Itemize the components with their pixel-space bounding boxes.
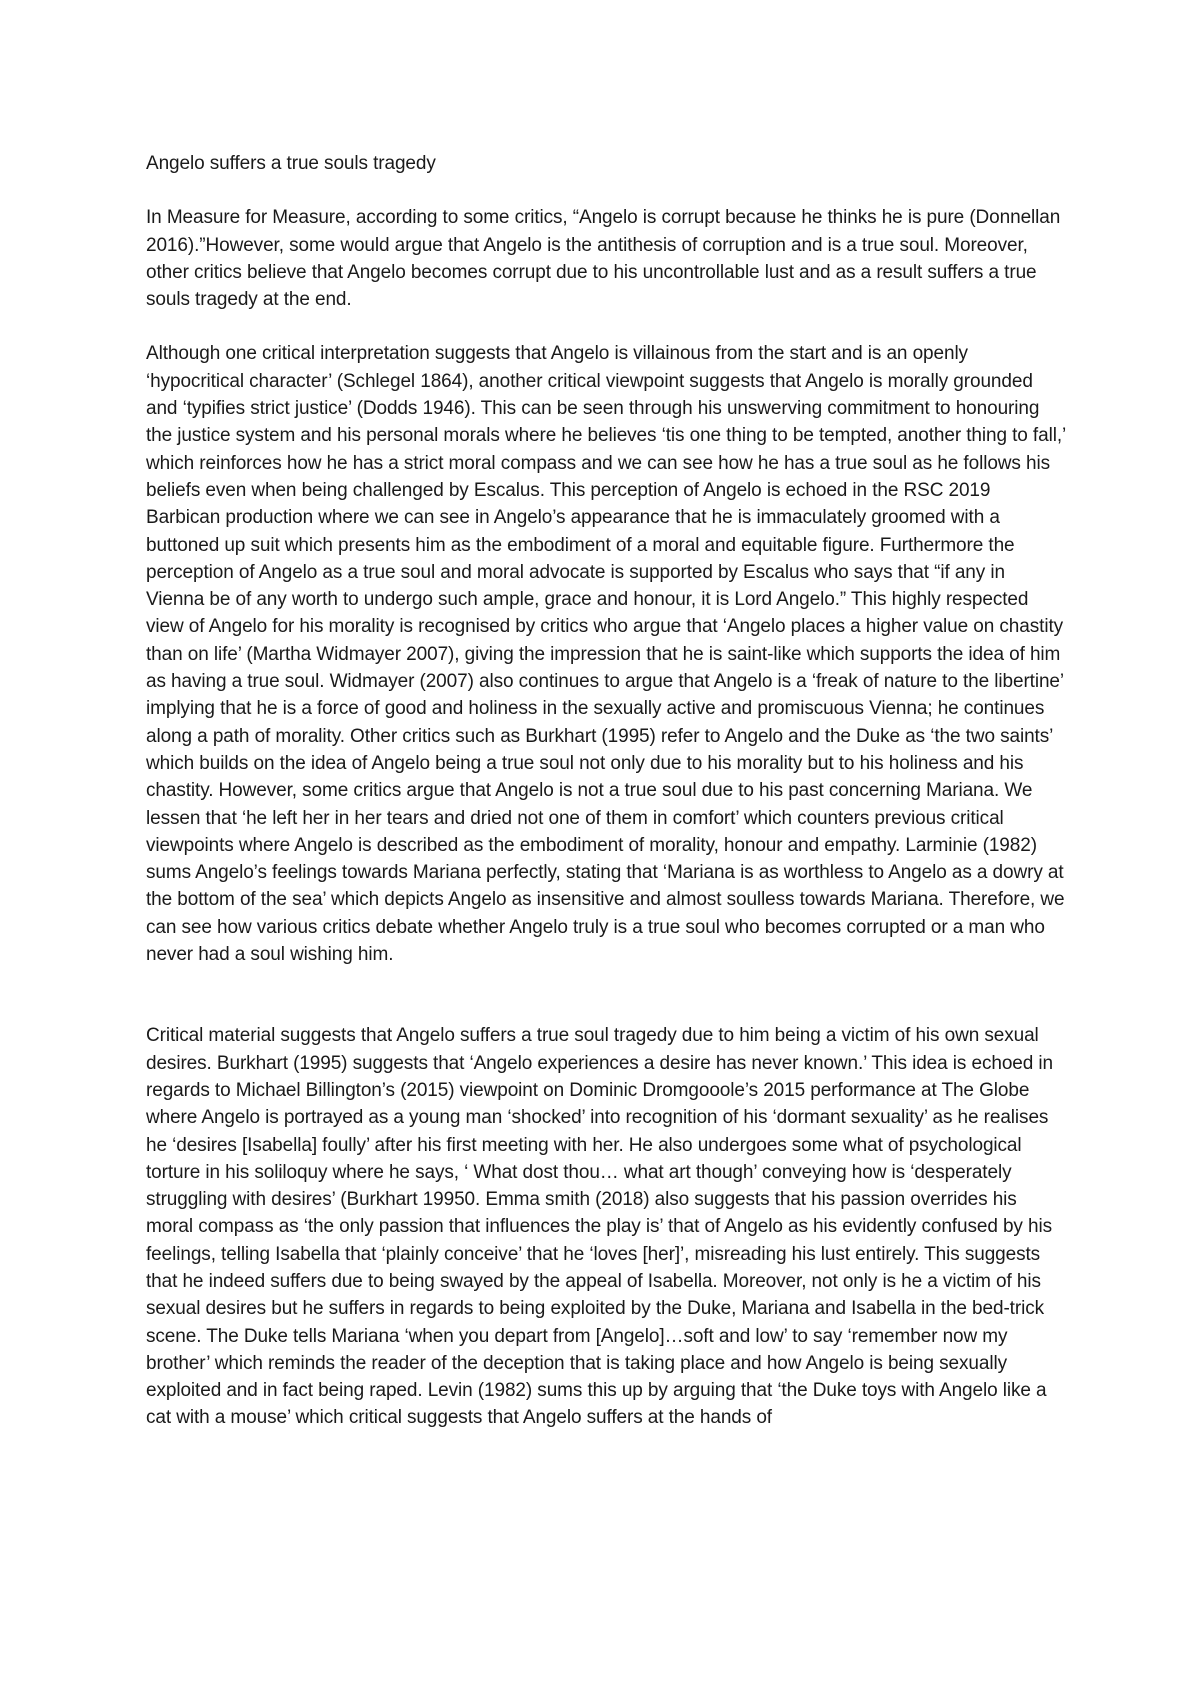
paragraph-intro: In Measure for Measure, according to some critics, “Angelo is corrupt because he thinks he is pure (Donnellan 2016).”However, some would argue that Angelo is the antithesis of corruption and is a true soul. Moreover, other critics believe that Angelo becomes corrupt due to his uncontrollable lust and as a result suffers a true souls tragedy at the end. <box>146 207 1061 311</box>
paragraph-true-soul-debate: Although one critical interpretation suggests that Angelo is villainous from the start and is an openly ‘hypocritical character’ (Schlegel 1864), another critical viewpoint suggests that Angelo is morally grounded and ‘typifies strict justice’ (Dodds 1946). This can be seen through his unswerving commitment to honouring the justice system and his personal morals where he believes ‘tis one thing to be tempted, another thing to fall,’ which reinforces how he has a strict moral compass and we can see how he has a true soul as he follows his beliefs even when being challenged by Escalus. This perception of Angelo is echoed in the RSC 2019 Barbican production where we can see in Angelo’s appearance that he is immaculately groomed with a buttoned up suit which presents him as the embodiment of a moral and equitable figure. Furthermore the perception of Angelo as a true soul and moral advocate is supported by Escalus who says that “if any in Vienna be of any worth to undergo such ample, grace and honour, it is Lord Angelo.” This highly respected view of Angelo for his morality is recognised by critics who argue that ‘Angelo places a higher value on chastity than on life’ (Martha Widmayer 2007), giving the impression that he is saint-like which supports the idea of him as having a true soul. Widmayer (2007) also continues to argue that Angelo is a ‘freak of nature to the libertine’ implying that he is a force of good and holiness in the sexually active and promiscuous Vienna; he continues along a path of morality. Other critics such as Burkhart (1995) refer to Angelo and the Duke as ‘the two saints’ which builds on the idea of Angelo being a true soul not only due to his morality but to his holiness and his chastity. However, some critics argue that Angelo is not a true soul due to his past concerning Mariana. We lessen that ‘he left her in her tears and dried not one of them in comfort’ which counters previous critical viewpoints where Angelo is described as the embodiment of morality, honour and empathy. Larminie (1982) sums Angelo’s feelings towards Mariana perfectly, stating that ‘Mariana is as worthless to Angelo as a dowry at the bottom of the sea’ which depicts Angelo as insensitive and almost soulless towards Mariana. Therefore, we can see how various critics debate whether Angelo truly is a true soul who becomes corrupted or a man who never had a soul wishing him. <box>146 343 1066 966</box>
document-body <box>146 150 1066 1432</box>
paragraph-sexual-desires: Critical material suggests that Angelo suffers a true soul tragedy due to him being a victim of his own sexual desires. Burkhart (1995) suggests that ‘Angelo experiences a desire has never known.’ This idea is echoed in regards to Michael Billington’s (2015) viewpoint on Dominic Dromgooole’s 2015 performance at The Globe where Angelo is portrayed as a young man ‘shocked’ into recognition of his ‘dormant sexuality’ as he realises he ‘desires [Isabella] foully’ after his first meeting with her. He also undergoes some what of psychological torture in his soliloquy where he says, ‘ What dost thou… what art though’ conveying how is ‘desperately struggling with desires’ (Burkhart 19950. Emma smith (2018) also suggests that his passion overrides his moral compass as ‘the only passion that influences the play is’ that of Angelo as his evidently confused by his feelings, telling Isabella that ‘plainly conceive’ that he ‘loves [her]’, misreading his lust entirely. This suggests that he indeed suffers due to being swayed by the appeal of Isabella. Moreover, not only is he a victim of his sexual desires but he suffers in regards to being exploited by the Duke, Mariana and Isabella in the bed-trick scene. The Duke tells Mariana ‘when you depart from [Angelo]…soft and low’ to say ‘remember now my brother’ which reminds the reader of the deception that is taking place and how Angelo is being sexually exploited and in fact being raped. Levin (1982) sums this up by arguing that ‘the Duke toys with Angelo like a cat with a mouse’ which critical suggests that Angelo suffers at the hands of <box>146 1025 1053 1429</box>
paragraph-spacer <box>146 313 1066 340</box>
document-title: Angelo suffers a true souls tragedy <box>146 153 436 174</box>
paragraph-spacer <box>146 968 1066 1022</box>
